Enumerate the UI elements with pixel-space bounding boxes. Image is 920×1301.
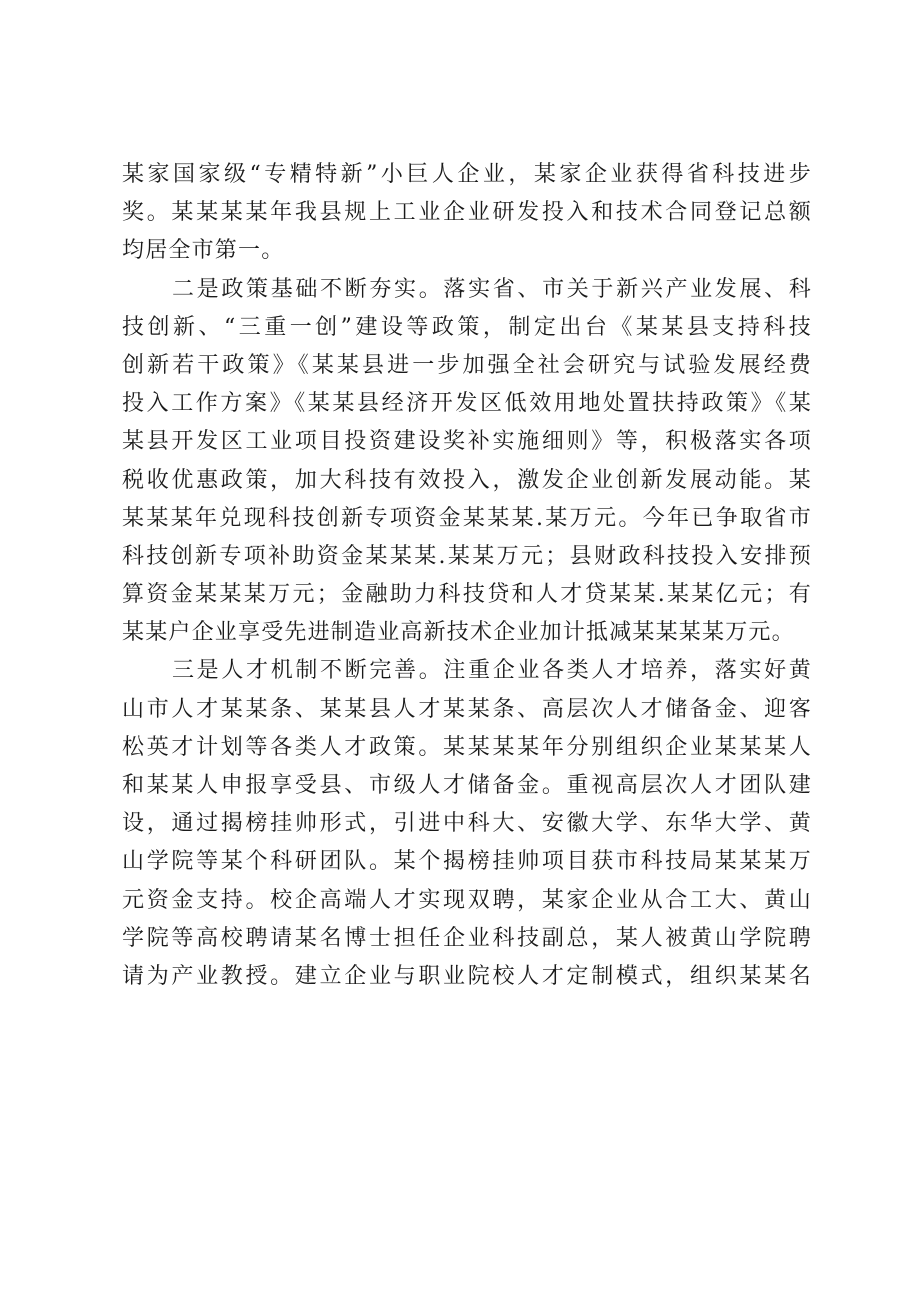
document-body (122, 156, 812, 996)
text-line: 投入工作方案》《某某县经济开发区低效用地处置扶持政策》《某 (122, 391, 812, 417)
text-line: 请为产业教授。建立企业与职业院校人才定制模式，组织某某名 (122, 963, 812, 989)
paragraph-1 (122, 156, 812, 271)
text-line: 和某某人申报享受县、市级人才储备金。重视高层次人才团队建 (122, 773, 812, 798)
text-line: 算资金某某某万元；金融助力科技贷和人才贷某某.某某亿元；有 (122, 582, 812, 608)
text-line: 税收优惠政策，加大科技有效投入，激发企业创新发展动能。某 (122, 467, 812, 493)
text-line: 某家国家级“专精特新”小巨人企业，某家企业获得省科技进步 (122, 162, 812, 187)
text-line: 均居全市第一。 (122, 238, 285, 264)
text-line: 科技创新专项补助资金某某某.某某万元；县财政科技投入安排预 (122, 543, 812, 569)
text-line: 某某户企业享受先进制造业高新技术企业加计抵减某某某某万元。 (122, 620, 795, 646)
text-line: 三是人才机制不断完善。注重企业各类人才培养，落实好黄 (172, 658, 812, 684)
text-line: 学院等高校聘请某名博士担任企业科技副总，某人被黄山学院聘 (122, 925, 812, 951)
text-line: 创新若干政策》《某某县进一步加强全社会研究与试验发展经费 (122, 352, 812, 378)
text-line: 某县开发区工业项目投资建设奖补实施细则》等，积极落实各项 (122, 429, 812, 455)
paragraph-3 (122, 652, 812, 996)
text-line: 山学院等某个科研团队。某个揭榜挂帅项目获市科技局某某某万 (122, 849, 812, 875)
text-line: 松英才计划等各类人才政策。某某某某年分别组织企业某某某人 (122, 734, 812, 760)
text-line: 山市人才某某条、某某县人才某某条、高层次人才储备金、迎客 (122, 696, 812, 722)
text-line: 二是政策基础不断夯实。落实省、市关于新兴产业发展、科 (172, 276, 812, 302)
text-line: 设，通过揭榜挂帅形式，引进中科大、安徽大学、东华大学、黄 (122, 811, 812, 837)
paragraph-2 (122, 271, 812, 653)
text-line: 技创新、“三重一创”建设等政策，制定出台《某某县支持科技 (122, 314, 812, 340)
text-line: 某某某年兑现科技创新专项资金某某某.某万元。今年已争取省市 (122, 505, 812, 531)
text-line: 元资金支持。校企高端人才实现双聘，某家企业从合工大、黄山 (122, 887, 812, 913)
text-line: 奖。某某某某年我县规上工业企业研发投入和技术合同登记总额 (122, 200, 812, 226)
